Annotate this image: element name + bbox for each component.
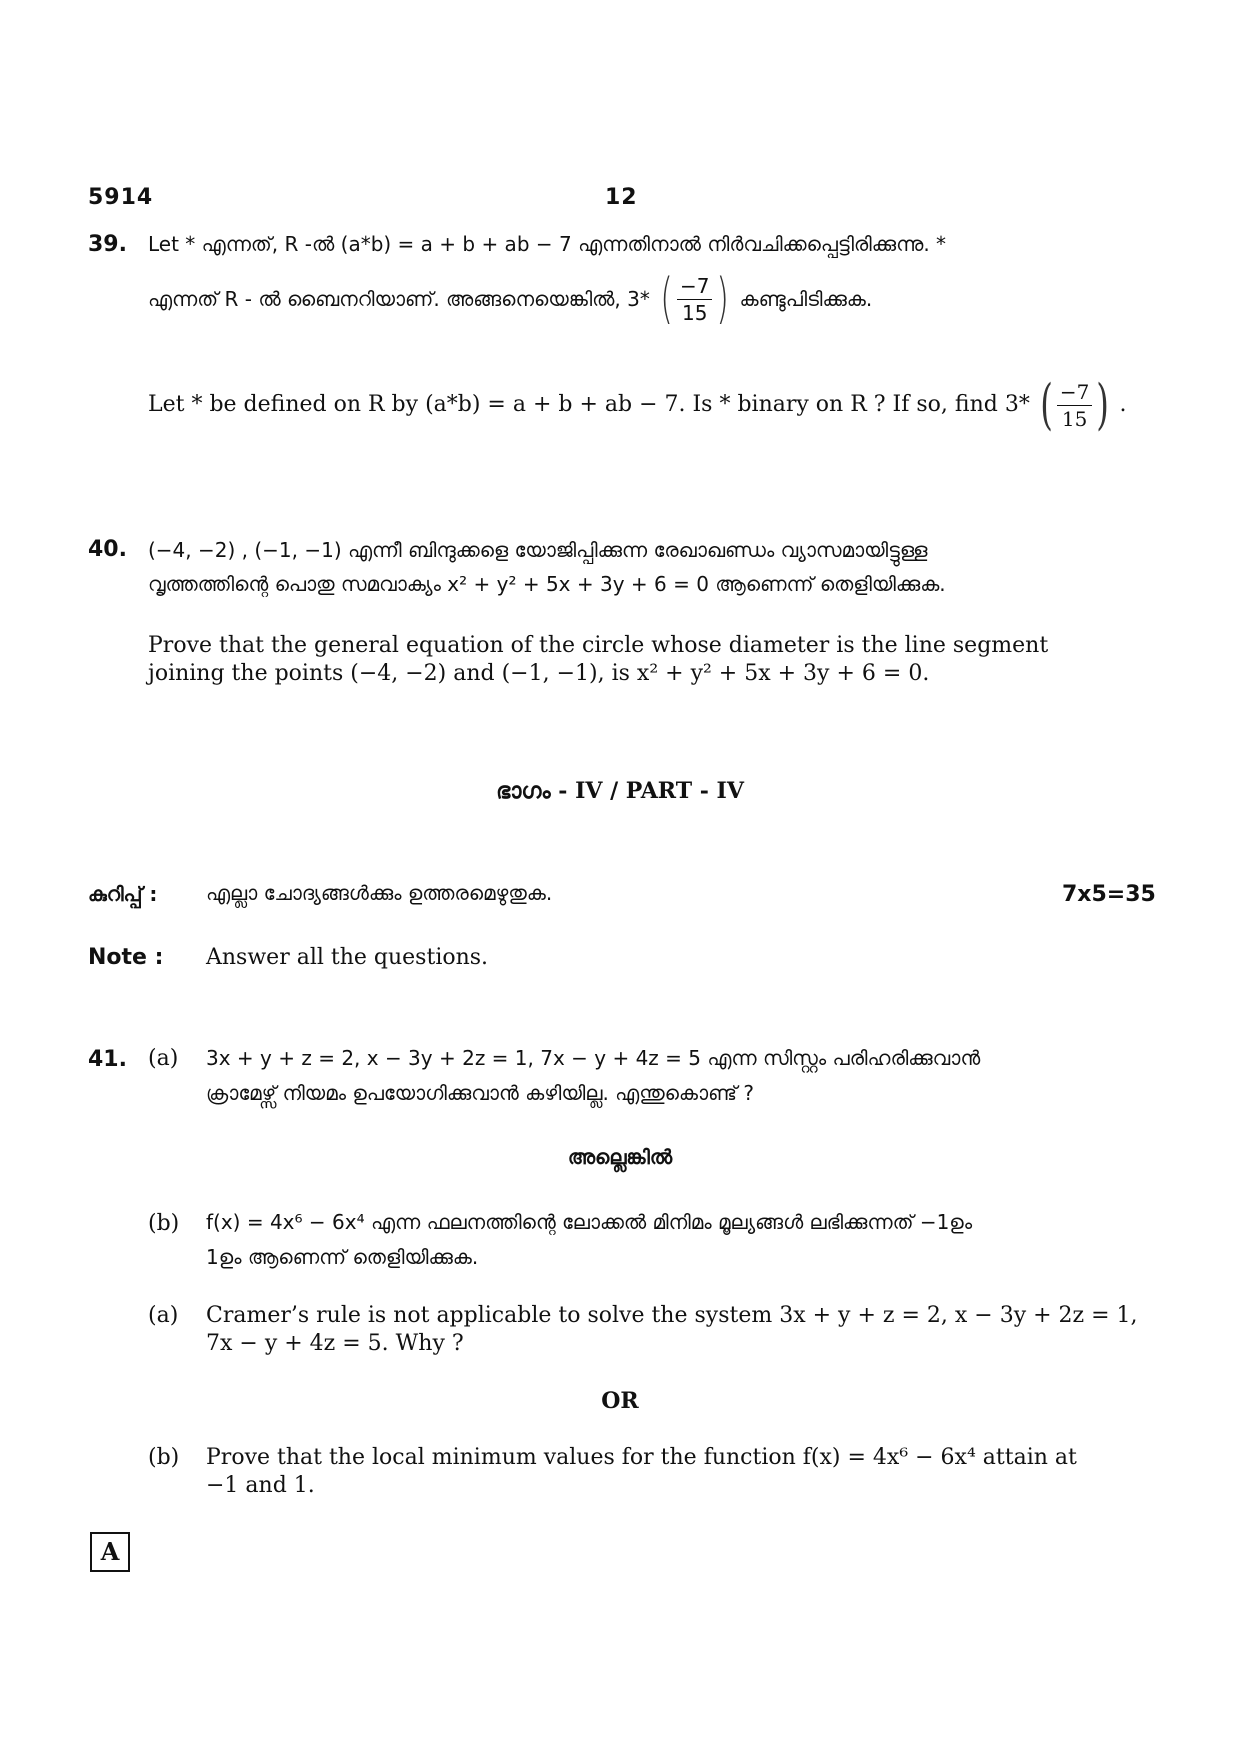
fraction-denominator: 15 xyxy=(1061,406,1088,431)
question-40-number: 40. xyxy=(88,537,127,562)
question-41a-mal-line1: 3x + y + z = 2, x − 3y + 2z = 1, 7x − y + 4z = 5 എന്ന സിസ്റ്റം പരിഹരിക്കുവാൻ xyxy=(206,1046,981,1070)
page-number: 12 xyxy=(605,185,638,210)
fraction-denominator: 15 xyxy=(681,300,708,325)
option-b-eng-label: (b) xyxy=(148,1445,180,1470)
series-code-box: A xyxy=(90,1532,130,1572)
question-40-eng-line2: joining the points (−4, −2) and (−1, −1), is x² + y² + 5x + 3y + 6 = 0. xyxy=(148,661,930,686)
question-41b-mal-line2: 1ഉം ആണെന്ന് തെളിയിക്കുക. xyxy=(206,1245,479,1269)
fraction-minus7-over-15-english xyxy=(1036,373,1114,436)
right-paren: ) xyxy=(1096,373,1110,436)
part-heading: ഭാഗം - IV / PART - IV xyxy=(496,778,744,804)
question-39-english-end: . xyxy=(1119,392,1127,417)
question-39-number: 39. xyxy=(88,232,127,257)
fraction-minus7-over-15 xyxy=(656,267,734,330)
option-a-eng-label: (a) xyxy=(148,1303,179,1328)
question-40-eng-line1: Prove that the general equation of the circle whose diameter is the line segment xyxy=(148,633,1049,658)
note-eng-label: Note : xyxy=(88,945,164,970)
question-41a-mal-line2: ക്രാമേഴ്സ് നിയമം ഉപയോഗിക്കുവാൻ കഴിയില്ല. എന്തുകൊണ്ട് ? xyxy=(206,1081,754,1105)
marks-allocation: 7x5=35 xyxy=(1062,882,1156,907)
fraction-numerator: −7 xyxy=(677,273,712,300)
question-40-mal-line1: (−4, −2) , (−1, −1) എന്നീ ബിന്ദുക്കളെ യോജിപ്പിക്കുന്ന രേഖാഖണ്ഡം വ്യാസമായിട്ടുള്ള xyxy=(148,538,928,562)
question-39-mal-line1: Let * എന്നത്, R -ൽ (a*b) = a + b + ab − 7 എന്നതിനാൽ നിർവചിക്കപ്പെട്ടിരിക്കുന്നു. * xyxy=(148,232,947,256)
left-paren: ( xyxy=(660,267,673,330)
left-paren: ( xyxy=(1040,373,1053,436)
question-40-mal-line2: വൃത്തത്തിന്റെ പൊതു സമവാക്യം x² + y² + 5x + 3y + 6 = 0 ആണെന്ന് തെളിയിക്കുക. xyxy=(148,572,946,596)
question-41a-eng-line2: 7x − y + 4z = 5. Why ? xyxy=(206,1331,464,1356)
right-paren: ) xyxy=(716,267,730,330)
question-41b-mal-line1: f(x) = 4x⁶ − 6x⁴ എന്ന ഫലനത്തിന്റെ ലോക്കൽ മിനിമം മൂല്യങ്ങൾ ലഭിക്കുന്നത് −1ഉം xyxy=(206,1210,973,1234)
note-mal-text: എല്ലാ ചോദ്യങ്ങൾക്കും ഉത്തരമെഴുതുക. xyxy=(206,881,553,905)
note-mal-label: കുറിപ്പ് : xyxy=(88,882,158,906)
or-eng: OR xyxy=(601,1388,639,1414)
option-b-label: (b) xyxy=(148,1211,180,1236)
question-41-number: 41. xyxy=(88,1047,127,1072)
paper-code: 5914 xyxy=(88,185,154,210)
question-39-english-text: Let * be defined on R by (a*b) = a + b + ab − 7. Is * binary on R ? If so, find 3* xyxy=(148,392,1030,417)
or-mal: അല്ലെങ്കിൽ xyxy=(567,1145,673,1169)
question-39-english xyxy=(148,373,1127,436)
question-41b-eng-line2: −1 and 1. xyxy=(206,1473,315,1498)
question-39-mal-line2-end: കണ്ടുപിടിക്കുക. xyxy=(739,287,873,311)
question-39-mal-line2 xyxy=(148,267,873,330)
question-39-mal-line2-text: എന്നത് R - ൽ ബൈനറിയാണ്. അങ്ങനെയെങ്കിൽ, 3* xyxy=(148,287,650,311)
question-41a-eng-line1: Cramer’s rule is not applicable to solve the system 3x + y + z = 2, x − 3y + 2z = 1, xyxy=(206,1303,1138,1328)
fraction-numerator: −7 xyxy=(1057,379,1092,406)
note-eng-text: Answer all the questions. xyxy=(206,945,489,970)
question-41b-eng-line1: Prove that the local minimum values for the function f(x) = 4x⁶ − 6x⁴ attain at xyxy=(206,1445,1077,1470)
option-a-label: (a) xyxy=(148,1046,179,1071)
